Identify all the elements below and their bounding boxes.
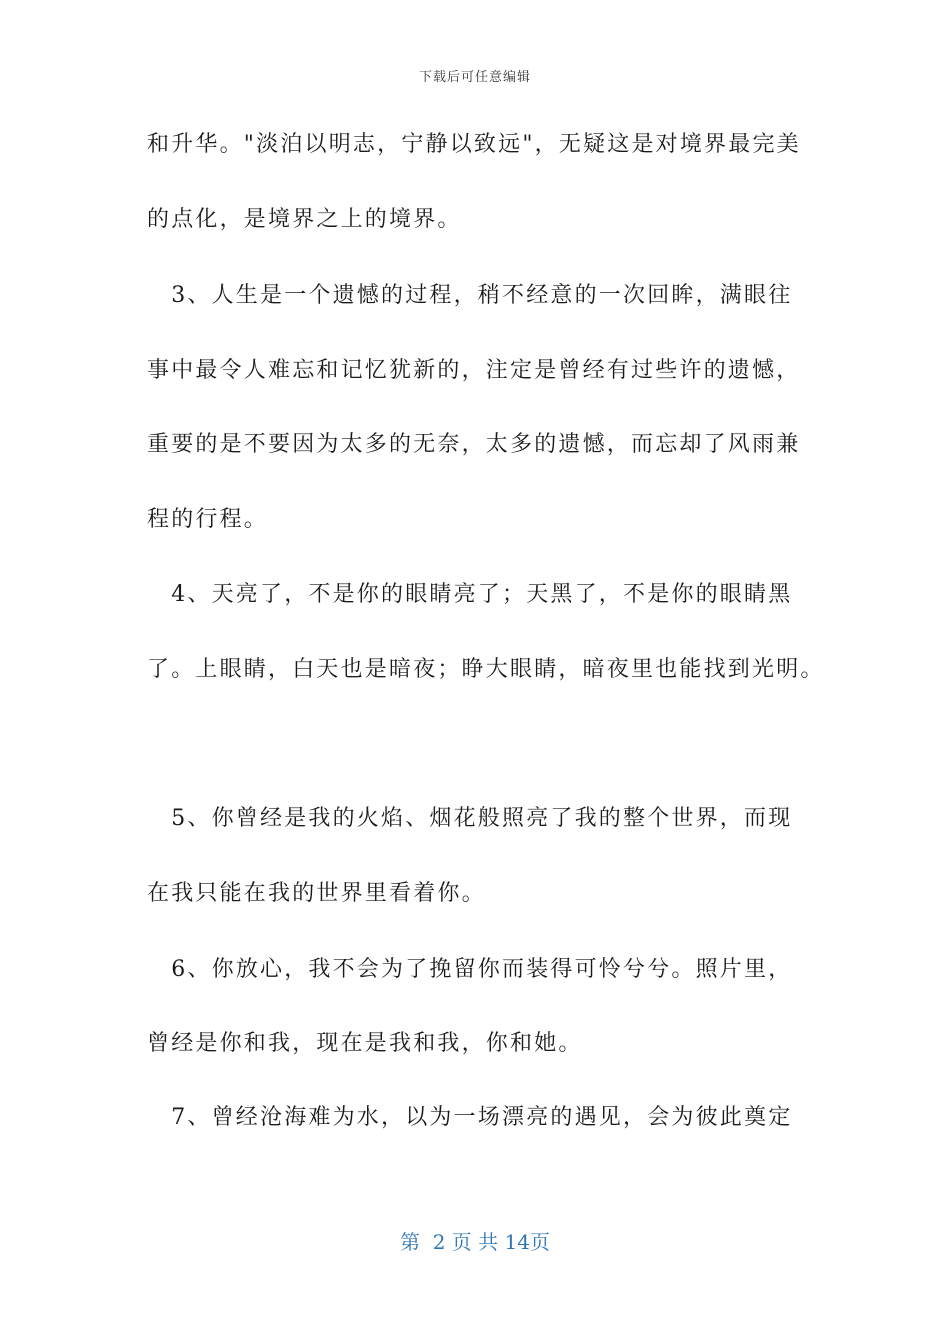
text-line-12: 曾经是你和我，现在是我和我，你和她。 xyxy=(147,1031,583,1056)
text-line-11: 6、你放心，我不会为了挽留你而装得可怜兮兮。照片里， xyxy=(147,957,793,982)
page-number-footer: 第 2 页 共 14页 xyxy=(400,1230,550,1254)
text-line-1: 和升华。"淡泊以明志，宁静以致远"，无疑这是对境界最完美 xyxy=(147,132,801,157)
text-line-10: 在我只能在我的世界里看着你。 xyxy=(147,881,486,906)
page-header: 下载后可任意编辑 xyxy=(418,70,531,85)
text-line-6: 程的行程。 xyxy=(147,507,269,532)
text-line-5: 重要的是不要因为太多的无奈，太多的遗憾，而忘却了风雨兼 xyxy=(147,432,801,457)
text-line-2: 的点化，是境界之上的境界。 xyxy=(147,207,462,232)
text-line-9: 5、你曾经是我的火焰、烟花般照亮了我的整个世界，而现 xyxy=(147,806,793,831)
text-line-4: 事中最令人难忘和记忆犹新的，注定是曾经有过些许的遗憾， xyxy=(147,358,801,383)
text-line-8: 了。上眼睛，白天也是暗夜；睁大眼睛，暗夜里也能找到光明。 xyxy=(147,657,825,682)
text-line-3: 3、人生是一个遗憾的过程，稍不经意的一次回眸，满眼往 xyxy=(147,283,793,308)
text-line-13: 7、曾经沧海难为水，以为一场漂亮的遇见，会为彼此奠定 xyxy=(147,1105,793,1130)
text-line-7: 4、天亮了，不是你的眼睛亮了；天黑了，不是你的眼睛黑 xyxy=(147,582,793,607)
